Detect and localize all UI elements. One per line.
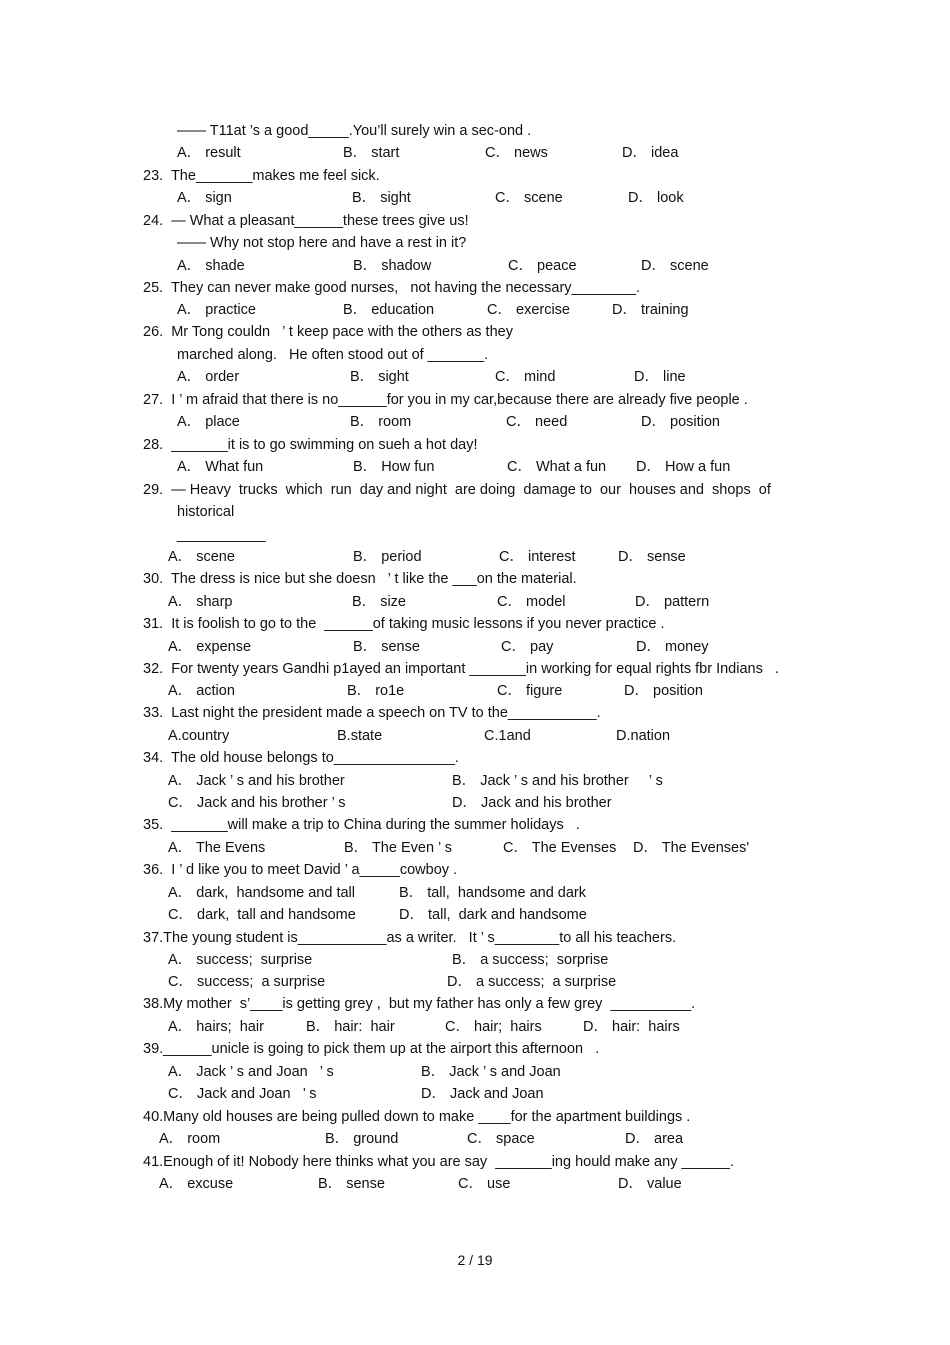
answer-option: D． scene [641,258,709,274]
answer-option: C． need [506,414,568,430]
answer-option: B． The Even ’ s [344,840,452,856]
answer-option: D． position [624,683,703,699]
answer-option: A． expense [168,639,252,655]
answer-option: C． peace [508,258,577,274]
answer-option: A． practice [177,302,256,318]
question-text-line: 39.______unicle is going to pick them up at the airport this afternoon . [143,1041,600,1057]
page-number: 2 / 19 [457,1252,493,1268]
answer-option: D． idea [622,145,679,161]
question-text-line: 29. — Heavy trucks which run day and night are doing damage to our houses and shops of [143,482,771,498]
answer-option: A． result [177,145,241,161]
answer-option: B． sense [318,1176,385,1192]
answer-option: A． What fun [177,459,264,475]
question-text-line: 26. Mr Tong couldn ’ t keep pace with the others as they [143,324,513,340]
answer-option: B． size [352,594,406,610]
question-text-line: —— T11at ’s a good_____.You’ll surely win a sec-ond . [177,123,532,139]
answer-option: A． The Evens [168,840,266,856]
question-text-line: 35. _______will make a trip to China during the summer holidays . [143,817,580,833]
answer-option: D． How a fun [636,459,731,475]
answer-option: C． The Evenses [503,840,617,856]
answer-option: B． tall, handsome and dark [399,885,586,901]
answer-option: D． area [625,1131,684,1147]
answer-option: B.state [337,728,383,744]
answer-option: A． Jack ’ s and Joan ’ s [168,1064,334,1080]
answer-option: D． look [628,190,684,206]
answer-option: B． sense [353,639,420,655]
answer-option: C． pay [501,639,554,655]
answer-option: A． success; surprise [168,952,313,968]
answer-option: C． success; a surprise [168,974,326,990]
answer-option: D． a success; a surprise [447,974,617,990]
answer-option: B． Jack ’ s and Joan [421,1064,561,1080]
answer-option: B． period [353,549,422,565]
answer-option: C． mind [495,369,556,385]
answer-option: A． excuse [159,1176,234,1192]
answer-option: A． sign [177,190,232,206]
answer-option: C． interest [499,549,576,565]
answer-option: A． shade [177,258,245,274]
question-text-line: 37.The young student is___________as a writer. It ’ s________to all his teachers. [143,930,677,946]
answer-option: A． room [159,1131,221,1147]
answer-option: B． shadow [353,258,432,274]
answer-option: C． exercise [487,302,570,318]
answer-option: D． Jack and his brother [452,795,612,811]
answer-option: B． sight [350,369,409,385]
question-text-line: 30. The dress is nice but she doesn ’ t like the ___on the material. [143,571,577,587]
answer-option: B． Jack ’ s and his brother ’ s [452,773,663,789]
answer-option: A． scene [168,549,235,565]
question-text-line: 33. Last night the president made a speech on TV to the___________. [143,705,601,721]
question-text-line: 41.Enough of it! Nobody here thinks what you are say _______ing hould make any ______. [143,1154,734,1170]
question-text-line: 28. _______it is to go swimming on sueh a hot day! [143,437,478,453]
answer-option: C． use [458,1176,511,1192]
answer-option: C． model [497,594,566,610]
answer-option: A． order [177,369,240,385]
answer-option: D． hair: hairs [583,1019,680,1035]
answer-option: C． figure [497,683,563,699]
question-text-line: —— Why not stop here and have a rest in it? [177,235,467,251]
answer-option: C． dark, tall and handsome [168,907,356,923]
answer-option: D． training [612,302,689,318]
answer-option: A． place [177,414,240,430]
answer-option: A.country [168,728,230,744]
question-text-line: 25. They can never make good nurses, not having the necessary________. [143,280,641,296]
answer-option: B． start [343,145,400,161]
answer-option: D． value [618,1176,682,1192]
answer-option: A． hairs; hair [168,1019,264,1035]
question-text-line: marched along. He often stood out of _______. [177,347,489,363]
question-text-line: 36. I ’ d like you to meet David ’ a_____cowboy . [143,862,458,878]
answer-option: B． education [343,302,435,318]
question-text-line: 32. For twenty years Gandhi p1ayed an important _______in working for equal rights fbr Indians . [143,661,779,677]
question-text-line: 31. It is foolish to go to the ______of taking music lessons if you never practice . [143,616,665,632]
answer-option: C． Jack and Joan ’ s [168,1086,317,1102]
answer-option: B． room [350,414,412,430]
answer-option: D． pattern [635,594,710,610]
answer-option: A． sharp [168,594,233,610]
answer-option: A． dark, handsome and tall [168,885,355,901]
question-text-line: 24. — What a pleasant______these trees give us! [143,213,469,229]
answer-option: D． money [636,639,709,655]
answer-option: B． ground [325,1131,399,1147]
answer-option: D． sense [618,549,686,565]
answer-option: C． news [485,145,548,161]
question-text-line: 38.My mother s’____is getting grey , but my father has only a few grey __________. [143,996,696,1012]
answer-option: B． ro1e [347,683,405,699]
answer-option: C． Jack and his brother ’ s [168,795,346,811]
answer-option: C． hair; hairs [445,1019,542,1035]
answer-option: A． Jack ’ s and his brother [168,773,345,789]
answer-option: C． space [467,1131,535,1147]
answer-option: D． line [634,369,686,385]
question-text-line: 34. The old house belongs to_______________. [143,750,459,766]
answer-option: D.nation [616,728,671,744]
question-text-line: ___________ [177,527,266,543]
answer-option: A． action [168,683,235,699]
answer-option: B． sight [352,190,411,206]
answer-option: D． tall, dark and handsome [399,907,587,923]
answer-option: B． hair: hair [306,1019,395,1035]
answer-option: C． What a fun [507,459,607,475]
question-text-line: 27. I ’ m afraid that there is no______for you in my car,because there are already five people . [143,392,748,408]
answer-option: B． How fun [353,459,435,475]
answer-option: D． The Evenses' [633,840,750,856]
question-text-line: historical [177,504,235,520]
answer-option: C． scene [495,190,563,206]
answer-option: B． a success; sorprise [452,952,609,968]
answer-option: C.1and [484,728,531,744]
answer-option: D． Jack and Joan [421,1086,544,1102]
question-text-line: 23. The_______makes me feel sick. [143,168,380,184]
question-text-line: 40.Many old houses are being pulled down to make ____for the apartment buildings . [143,1109,691,1125]
answer-option: D． position [641,414,720,430]
